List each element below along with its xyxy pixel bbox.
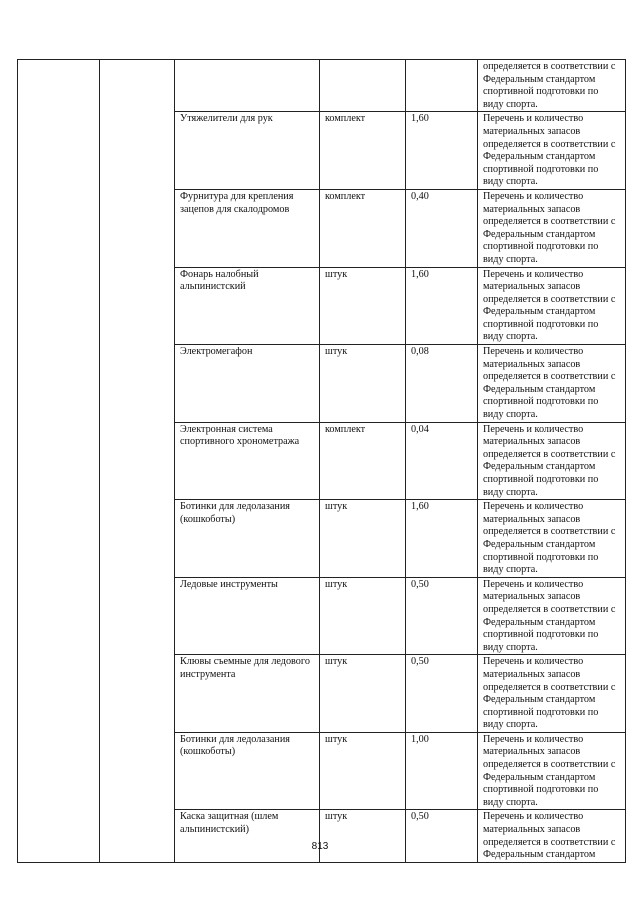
item-unit-cell: штук (320, 500, 406, 578)
item-unit-cell (320, 60, 406, 112)
page-number: 813 (311, 841, 329, 852)
item-name-cell: Каска защитная (шлем альпинистский) (175, 810, 320, 862)
item-name-cell: Электромегафон (175, 345, 320, 423)
item-name-cell (175, 60, 320, 112)
item-qty-cell: 0,50 (406, 810, 478, 862)
item-qty-cell (406, 60, 478, 112)
item-qty-cell: 0,50 (406, 655, 478, 733)
item-note-cell: Перечень и количество материальных запасов определяется в соответствии с Федеральным стандартом спортивной подготовки по виду спорта. (478, 422, 626, 500)
item-name-cell: Клювы съемные для ледового инструмента (175, 655, 320, 733)
merged-cell-col1 (18, 60, 100, 863)
item-unit-cell: штук (320, 577, 406, 655)
item-note-cell: Перечень и количество материальных запасов определяется в соответствии с Федеральным стандартом спортивной подготовки по виду спорта. (478, 732, 626, 810)
item-note-cell: Перечень и количество материальных запасов определяется в соответствии с Федеральным стандартом спортивной подготовки по виду спорта. (478, 267, 626, 345)
item-note-cell: определяется в соответствии с Федеральным стандартом спортивной подготовки по виду спорта. (478, 60, 626, 112)
item-note-cell: Перечень и количество материальных запасов определяется в соответствии с Федеральным стандартом спортивной подготовки по виду спорта. (478, 112, 626, 190)
item-note-cell: Перечень и количество материальных запасов определяется в соответствии с Федеральным стандартом (478, 810, 626, 862)
item-note-cell: Перечень и количество материальных запасов определяется в соответствии с Федеральным стандартом спортивной подготовки по виду спорта. (478, 500, 626, 578)
item-unit-cell: штук (320, 732, 406, 810)
merged-cell-col2 (100, 60, 175, 863)
item-unit-cell: штук (320, 655, 406, 733)
item-qty-cell: 1,60 (406, 500, 478, 578)
item-note-cell: Перечень и количество материальных запасов определяется в соответствии с Федеральным стандартом спортивной подготовки по виду спорта. (478, 655, 626, 733)
item-qty-cell: 0,50 (406, 577, 478, 655)
item-qty-cell: 0,04 (406, 422, 478, 500)
item-name-cell: Фурнитура для крепления зацепов для скалодромов (175, 189, 320, 267)
item-unit-cell: штук (320, 267, 406, 345)
item-name-cell: Электронная система спортивного хронометража (175, 422, 320, 500)
table-row (18, 60, 626, 112)
item-qty-cell: 0,40 (406, 189, 478, 267)
item-unit-cell: комплект (320, 189, 406, 267)
item-unit-cell: штук (320, 810, 406, 862)
item-qty-cell: 1,60 (406, 112, 478, 190)
item-unit-cell: комплект (320, 112, 406, 190)
item-name-cell: Ледовые инструменты (175, 577, 320, 655)
item-name-cell: Утяжелители для рук (175, 112, 320, 190)
item-note-cell: Перечень и количество материальных запасов определяется в соответствии с Федеральным стандартом спортивной подготовки по виду спорта. (478, 577, 626, 655)
item-note-cell: Перечень и количество материальных запасов определяется в соответствии с Федеральным стандартом спортивной подготовки по виду спорта. (478, 189, 626, 267)
item-name-cell: Фонарь налобный альпинистский (175, 267, 320, 345)
equipment-table (17, 59, 626, 863)
item-qty-cell: 0,08 (406, 345, 478, 423)
item-unit-cell: комплект (320, 422, 406, 500)
item-qty-cell: 1,60 (406, 267, 478, 345)
item-unit-cell: штук (320, 345, 406, 423)
item-name-cell: Ботинки для ледолазания (кошкоботы) (175, 500, 320, 578)
item-qty-cell: 1,00 (406, 732, 478, 810)
item-note-cell: Перечень и количество материальных запасов определяется в соответствии с Федеральным стандартом спортивной подготовки по виду спорта. (478, 345, 626, 423)
item-name-cell: Ботинки для ледолазания (кошкоботы) (175, 732, 320, 810)
